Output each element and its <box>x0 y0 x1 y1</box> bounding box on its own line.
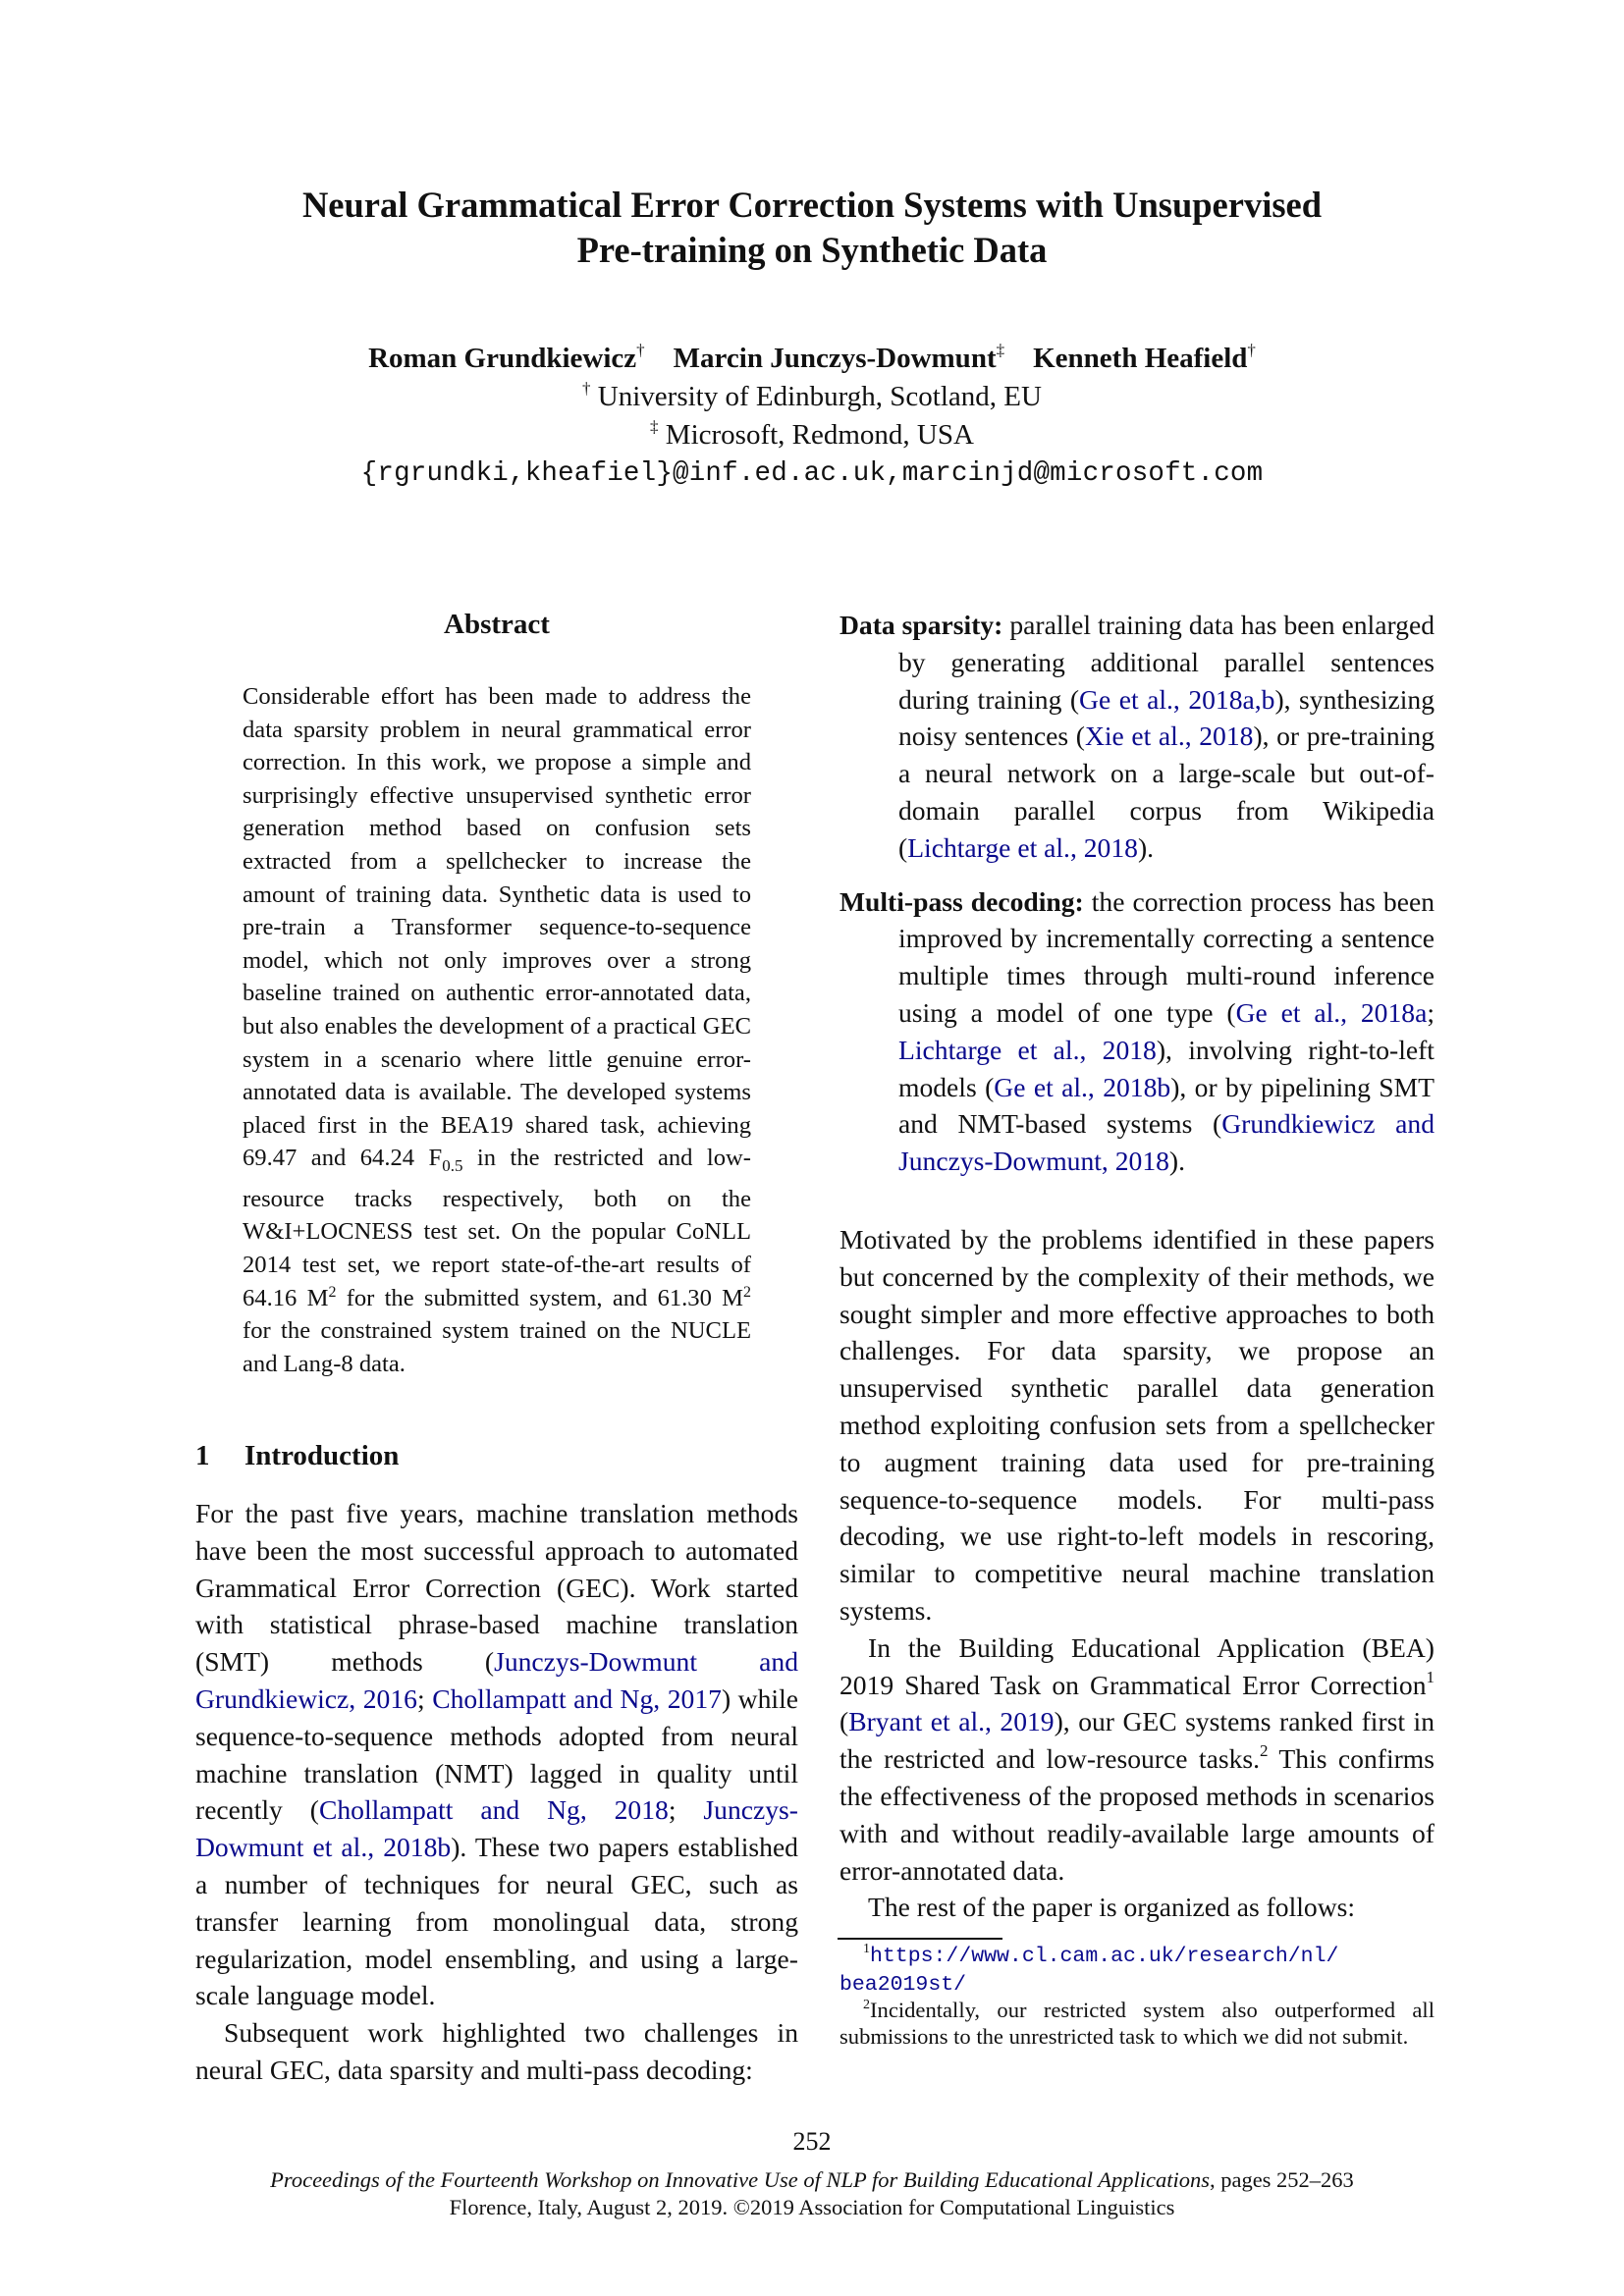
abstract-text: Considerable effort has been made to address the data sparsity problem in neural grammatical error correction. In this work, we propose a simple and surprisingly effective unsupervised synthetic error generation method based on confusion sets extracted from a spellchecker to increase the amount of training data. Synthetic data is used to pre-train a Transformer sequence-to-sequence model, which not only improves over a strong baseline trained on authentic error-annotated data, but also enables the development of a practical GEC system in a scenario where little genuine error-annotated data is available. The developed systems placed first in the BEA19 shared task, achieving 69.47 and 64.24 F <box>243 683 751 1172</box>
citation-link[interactable]: Junczys-Dowmunt and Grundkiewicz, 2016 <box>195 1646 798 1714</box>
abstract-text: in the restricted and low-resource tracks respectively, both on the W&I+LOCNESS test set. On the popular CoNLL 2014 test set, we report state-of-the-art results of 64.16 M <box>243 1145 751 1311</box>
author-block <box>0 340 1624 493</box>
affiliation <box>0 378 1624 416</box>
item-label: Multi-pass decoding: <box>839 885 1084 917</box>
affiliation-mark: † <box>582 379 591 398</box>
text: For the past five years, machine translation methods have been the most successful approach to automated Grammatical Error Correction (GEC). Work started with statistical phrase-based machine translation (SMT) methods ( <box>195 1498 798 1678</box>
affiliation-mark: ‡ <box>650 417 659 436</box>
author-emails[interactable]: {rgrundki,kheafiel}@inf.ed.ac.uk,marcinjd@microsoft.com <box>360 458 1264 489</box>
proceedings-line <box>0 2166 1624 2194</box>
challenge-list <box>839 607 1435 1180</box>
footnotes <box>839 1942 1435 2050</box>
abstract-text: for the submitted system, and 61.30 M <box>336 1284 744 1311</box>
citation-link[interactable]: Lichtarge et al., 2018 <box>898 1034 1157 1065</box>
footnote-ref[interactable]: 2 <box>1260 1741 1269 1761</box>
text: ; <box>416 1682 433 1714</box>
footnote-2 <box>839 1998 1435 2050</box>
paragraph <box>839 1629 1435 1890</box>
paper-title <box>0 183 1624 273</box>
author-mark: ‡ <box>996 341 1005 359</box>
author-mark: † <box>1247 341 1256 359</box>
section-title: Introduction <box>244 1440 400 1471</box>
citation-link[interactable]: Xie et al., 2018 <box>1084 721 1254 752</box>
text: ) while sequence-to-sequence methods adopted from neural machine translation (NMT) lagged in quality until recently ( <box>195 1682 798 1826</box>
challenge-item-multi-pass <box>839 883 1435 1180</box>
citation-link[interactable]: Junczys-Dowmunt et al., 2018b <box>195 1794 798 1863</box>
text: ; <box>668 1794 704 1826</box>
text: ). <box>1137 831 1155 863</box>
right-column-body <box>839 1221 1435 1926</box>
citation-link[interactable]: Ge et al., 2018a <box>1235 996 1428 1028</box>
footnote-mark: 2 <box>863 1998 870 2012</box>
affiliation <box>0 416 1624 454</box>
abstract-text: for the constrained system trained on the NUCLE and Lang-8 data. <box>243 1317 751 1377</box>
affiliation-text: Microsoft, Redmond, USA <box>665 419 974 451</box>
text: ; <box>1427 996 1435 1028</box>
citation-link[interactable]: Chollampatt and Ng, 2017 <box>432 1682 722 1714</box>
text: ), our GEC systems ranked first in the restricted and low-resource tasks. <box>839 1706 1435 1775</box>
proceedings-footer <box>0 2166 1624 2221</box>
citation-link[interactable]: Grundkiewicz and Junczys-Dowmunt, 2018 <box>898 1108 1435 1177</box>
affiliation-text: University of Edinburgh, Scotland, EU <box>597 381 1042 412</box>
section-heading-introduction <box>195 1440 399 1472</box>
proceedings-pages: , pages 252–263 <box>1209 2167 1354 2192</box>
citation-link[interactable]: Chollampatt and Ng, 2018 <box>318 1794 669 1826</box>
m-superscript: 2 <box>328 1283 337 1301</box>
text: ). <box>1168 1146 1186 1177</box>
text: the correction process has been improved by incrementally correcting a sentence multiple times through multi-round inference using a model of one type ( <box>898 885 1435 1028</box>
paragraph: Subsequent work highlighted two challenges in neural GEC, data sparsity and multi-pass decoding: <box>195 2017 798 2085</box>
abstract-heading: Abstract <box>444 609 550 640</box>
text: In the Building Educational Application (BEA) 2019 Shared Task on Grammatical Error Correction <box>839 1631 1435 1700</box>
footnote-ref[interactable]: 1 <box>1426 1667 1435 1686</box>
footnote-text: Incidentally, our restricted system also outperformed all submissions to the unrestricted task to which we did not submit. <box>839 1998 1435 2049</box>
challenge-item-data-sparsity <box>839 607 1435 867</box>
paragraph <box>195 1495 798 2014</box>
author-names <box>0 340 1624 378</box>
text: ( <box>839 1706 849 1737</box>
author-mark: † <box>636 341 645 359</box>
footnote-rule <box>838 1938 1002 1940</box>
citation-link[interactable]: Lichtarge et al., 2018 <box>907 831 1138 863</box>
text: ), or pre-training a neural network on a large-scale but out-of-domain parallel corpus from Wikipedia ( <box>898 721 1435 863</box>
text: ), synthesizing noisy sentences ( <box>898 683 1435 752</box>
introduction-body <box>195 1495 798 2089</box>
footnote-mark: 1 <box>863 1942 870 1956</box>
author-name: Marcin Junczys-Dowmunt <box>673 343 997 374</box>
proceedings-title: Proceedings of the Fourteenth Workshop on Innovative Use of NLP for Building Educational Applications <box>270 2167 1210 2192</box>
author-name: Kenneth Heafield <box>1033 343 1248 374</box>
text: parallel training data has been enlarged by generating additional parallel sentences during training ( <box>898 610 1435 715</box>
venue-line: Florence, Italy, August 2, 2019. ©2019 Association for Computational Linguistics <box>449 2195 1175 2219</box>
title-line-2: Pre-training on Synthetic Data <box>576 230 1048 270</box>
text: ), involving right-to-left models ( <box>898 1034 1435 1102</box>
text: ). These two papers established a number of techniques for neural GEC, such as transfer learning from monolingual data, strong regularization, model ensembling, and using a large-scale language model. <box>195 1832 798 2011</box>
footnote-1 <box>839 1942 1435 1998</box>
m-superscript: 2 <box>743 1283 752 1301</box>
text: ), or by pipelining SMT and NMT-based systems ( <box>898 1071 1435 1140</box>
citation-link[interactable]: Bryant et al., 2019 <box>848 1706 1055 1737</box>
text: This confirms the effectiveness of the proposed methods in scenarios with and without readily-available large amounts of error-annotated data. <box>839 1743 1435 1886</box>
abstract-body <box>243 680 751 1380</box>
citation-link[interactable]: Ge et al., 2018a,b <box>1079 683 1275 715</box>
section-number: 1 <box>195 1440 210 1471</box>
citation-link[interactable]: Ge et al., 2018b <box>994 1071 1171 1102</box>
f-subscript: 0.5 <box>442 1156 463 1176</box>
page-number: 252 <box>792 2127 832 2156</box>
author-name: Roman Grundkiewicz <box>368 343 637 374</box>
paragraph: Motivated by the problems identified in these papers but concerned by the complexity of their methods, we sought simpler and more effective approaches to both challenges. For data sparsity, we propose an unsupervised synthetic parallel data generation method exploiting confusion sets from a spellchecker to augment training data used for pre-training sequence-to-sequence models. For multi-pass decoding, we use right-to-left models in rescoring, similar to competitive neural machine translation systems. <box>839 1224 1435 1626</box>
title-line-1: Neural Grammatical Error Correction Systems with Unsupervised <box>301 185 1323 225</box>
footnote-url[interactable]: https://www.cl.cam.ac.uk/research/nl/ <box>870 1945 1339 1968</box>
item-label: Data sparsity: <box>839 610 1003 640</box>
footnote-url[interactable]: bea2019st/ <box>839 1972 967 1997</box>
paragraph: The rest of the paper is organized as follows: <box>868 1892 1356 1923</box>
